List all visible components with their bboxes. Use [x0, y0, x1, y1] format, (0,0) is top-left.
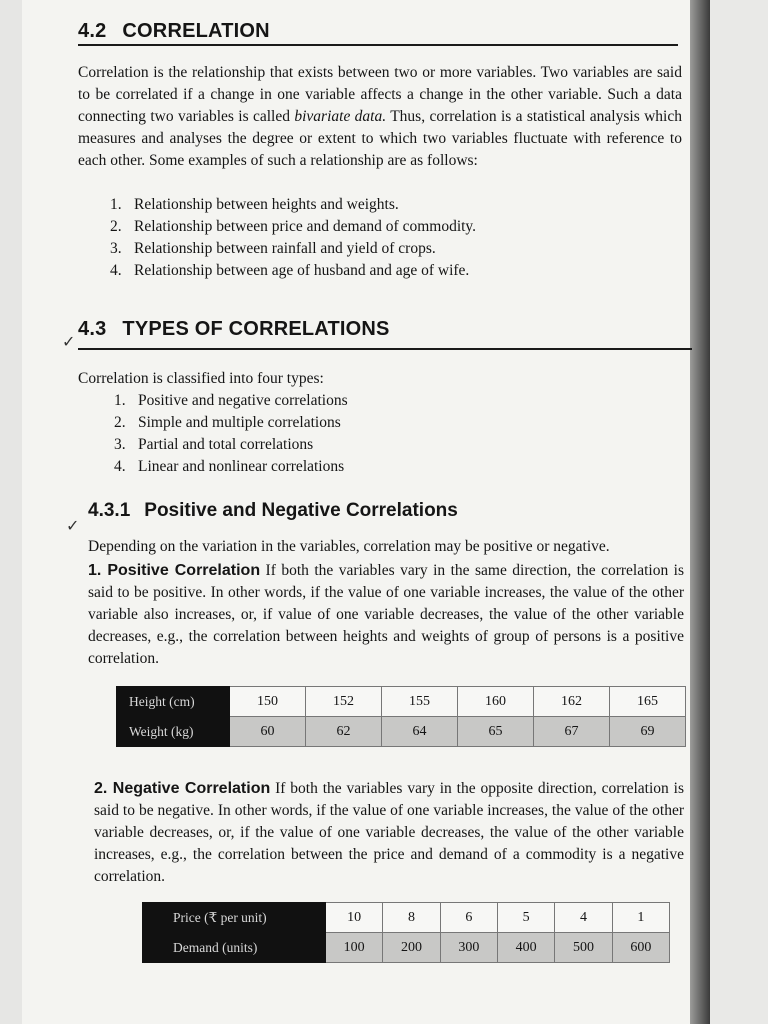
table-row: [117, 717, 686, 747]
positive-correlation-heading: 1. Positive Correlation: [88, 562, 261, 579]
negative-correlation-text: If both the variables vary in the opposite direction, correlation is said to be negative. In other words, if the value of one variable increases, the value of the other variable decreases, or, if the value of one variable decreases, the value of the other variable increases, e.g., the correlation between the price and demand of a commodity is a negative correlation.: [94, 780, 684, 885]
pen-tick-mark: ✓: [62, 332, 76, 351]
section-heading-4-3: [78, 318, 390, 341]
item-text: Positive and negative correlations: [138, 392, 348, 409]
table-cell: 5: [497, 903, 554, 933]
table-cell: 150: [230, 687, 306, 717]
section-heading-4-2: [78, 20, 270, 43]
row-label-height: Height (cm): [117, 687, 230, 717]
list-item: [114, 456, 348, 478]
table-cell: 4: [555, 903, 612, 933]
table-cell: 500: [555, 933, 612, 963]
table-cell: 8: [383, 903, 440, 933]
table-cell: 60: [230, 717, 306, 747]
table-cell: 155: [382, 687, 458, 717]
table-row: [143, 903, 670, 933]
list-item: [110, 260, 476, 282]
heading-rule: [78, 348, 692, 350]
types-list: [114, 390, 348, 478]
table-cell: 64: [382, 717, 458, 747]
item-number: 3.: [110, 240, 122, 257]
item-text: Partial and total correlations: [138, 436, 314, 453]
table-cell: 62: [306, 717, 382, 747]
row-label-demand: Demand (units): [143, 933, 326, 963]
list-item: [110, 238, 476, 260]
table-cell: 100: [326, 933, 383, 963]
table-cell: 6: [440, 903, 497, 933]
positive-correlation-text: If both the variables vary in the same direction, the correlation is said to be positive. In other words, if the value of one variable increases, the value of the other variable also increases, or, if value of one variable decreases, the value of the other variable decreases, e.g., the correlation between heights and weights of group of persons is a positive correlation.: [88, 562, 685, 667]
definition-italic: bivariate data.: [294, 108, 387, 125]
positive-correlation-paragraph: [88, 560, 684, 670]
item-number: 1.: [110, 196, 122, 213]
examples-list: [110, 194, 476, 282]
table-cell: 67: [534, 717, 610, 747]
table-cell: 400: [497, 933, 554, 963]
table-row: [143, 933, 670, 963]
subsection-title: Positive and Negative Correlations: [144, 500, 458, 521]
item-text: Relationship between heights and weights.: [134, 196, 399, 213]
table-cell: 600: [612, 933, 669, 963]
item-text: Relationship between age of husband and age of wife.: [134, 262, 470, 279]
table-cell: 200: [383, 933, 440, 963]
row-label-weight: Weight (kg): [117, 717, 230, 747]
item-number: 3.: [114, 436, 126, 453]
section-number: 4.3: [78, 318, 107, 340]
definition-text-1: Correlation is the relationship that exists between two or more variables. Two variables are said to be correlated if a change in one variable affects a change in the other variable. Such a data connecting two variables is called: [78, 64, 682, 125]
list-item: [110, 194, 476, 216]
table-cell: 152: [306, 687, 382, 717]
item-text: Simple and multiple correlations: [138, 414, 341, 431]
subsection-heading-4-3-1: [88, 500, 458, 522]
item-number: 1.: [114, 392, 126, 409]
correlation-definition: [78, 62, 682, 172]
list-item: [114, 390, 348, 412]
item-number: 2.: [110, 218, 122, 235]
list-item: [110, 216, 476, 238]
list-item: [114, 434, 348, 456]
item-text: Relationship between rainfall and yield of crops.: [134, 240, 436, 257]
table-cell: 162: [534, 687, 610, 717]
subsection-intro: Depending on the variation in the variables, correlation may be positive or negative.: [88, 538, 610, 555]
table-cell: 10: [326, 903, 383, 933]
table-cell: 65: [458, 717, 534, 747]
item-number: 2.: [114, 414, 126, 431]
height-weight-table: [116, 686, 686, 747]
item-number: 4.: [114, 458, 126, 475]
section-number: 4.2: [78, 20, 107, 42]
table-cell: 160: [458, 687, 534, 717]
section-title: CORRELATION: [122, 20, 270, 42]
table-cell: 69: [610, 717, 686, 747]
table-row: [117, 687, 686, 717]
types-intro: Correlation is classified into four types:: [78, 370, 324, 387]
negative-correlation-heading: 2. Negative Correlation: [94, 780, 271, 797]
section-title: TYPES OF CORRELATIONS: [122, 318, 390, 340]
item-text: Linear and nonlinear correlations: [138, 458, 345, 475]
row-label-price: Price (₹ per unit): [143, 903, 326, 933]
page-margin: [710, 0, 768, 1024]
item-text: Relationship between price and demand of commodity.: [134, 218, 477, 235]
negative-correlation-paragraph: [94, 778, 684, 888]
list-item: [114, 412, 348, 434]
book-spine-shadow: [690, 0, 710, 1024]
pen-tick-mark: ✓: [66, 516, 80, 535]
table-cell: 1: [612, 903, 669, 933]
definition-text-2: Thus, correlation is a statistical analysis which measures and analyses the degree or extent to which two variables fluctuate with reference to each other. Some examples of such a relationship are as follows:: [78, 108, 682, 169]
price-demand-table: [142, 902, 670, 963]
table-cell: 165: [610, 687, 686, 717]
table-cell: 300: [440, 933, 497, 963]
subsection-number: 4.3.1: [88, 500, 131, 521]
heading-rule: [78, 44, 678, 46]
item-number: 4.: [110, 262, 122, 279]
